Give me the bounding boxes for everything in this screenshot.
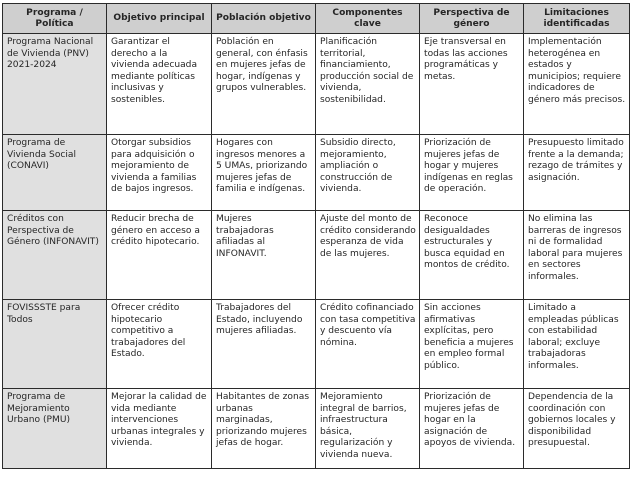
cell-poblacion: Población en general, con énfasis en mujeres jefas de hogar, indígenas y grupos vulnerables. — [212, 34, 316, 135]
cell-componentes: Mejoramiento integral de barrios, infraestructura básica, regularización y vivienda nueva. — [316, 389, 420, 469]
housing-programs-table — [2, 3, 630, 469]
header-componentes: Componentes clave — [316, 4, 420, 34]
cell-poblacion: Hogares con ingresos menores a 5 UMAs, priorizando mujeres jefas de familia e indígenas. — [212, 135, 316, 211]
cell-poblacion: Habitantes de zonas urbanas marginadas, priorizando mujeres jefas de hogar. — [212, 389, 316, 469]
cell-objetivo: Otorgar subsidios para adquisición o mejoramiento de vivienda a familias de bajos ingresos. — [107, 135, 212, 211]
table-row-infonavit — [3, 211, 630, 300]
cell-programa: Programa Nacional de Vivienda (PNV) 2021-2024 — [3, 34, 107, 135]
cell-limitaciones: No elimina las barreras de ingresos ni de formalidad laboral para mujeres en sectores informales. — [524, 211, 630, 300]
cell-poblacion: Trabajadores del Estado, incluyendo mujeres afiliadas. — [212, 300, 316, 389]
cell-objetivo: Mejorar la calidad de vida mediante intervenciones urbanas integrales y vivienda. — [107, 389, 212, 469]
cell-programa: Créditos con Perspectiva de Género (INFONAVIT) — [3, 211, 107, 300]
header-objetivo: Objetivo principal — [107, 4, 212, 34]
header-poblacion: Población objetivo — [212, 4, 316, 34]
table-row-pnv — [3, 34, 630, 135]
table-row-conavi — [3, 135, 630, 211]
cell-componentes: Subsidio directo, mejoramiento, ampliación o construcción de vivienda. — [316, 135, 420, 211]
cell-perspectiva: Priorización de mujeres jefas de hogar y mujeres indígenas en reglas de operación. — [420, 135, 524, 211]
cell-limitaciones: Implementación heterogénea en estados y municipios; requiere indicadores de género más precisos. — [524, 34, 630, 135]
header-limitaciones: Limitaciones identificadas — [524, 4, 630, 34]
cell-objetivo: Reducir brecha de género en acceso a crédito hipotecario. — [107, 211, 212, 300]
cell-perspectiva: Sin acciones afirmativas explícitas, pero beneficia a mujeres en empleo formal público. — [420, 300, 524, 389]
cell-perspectiva: Eje transversal en todas las acciones programáticas y metas. — [420, 34, 524, 135]
cell-objetivo: Ofrecer crédito hipotecario competitivo a trabajadores del Estado. — [107, 300, 212, 389]
table-row-pmu — [3, 389, 630, 469]
cell-programa: FOVISSSTE para Todos — [3, 300, 107, 389]
cell-perspectiva: Priorización de mujeres jefas de hogar en la asignación de apoyos de vivienda. — [420, 389, 524, 469]
cell-perspectiva: Reconoce desigualdades estructurales y busca equidad en montos de crédito. — [420, 211, 524, 300]
cell-limitaciones: Dependencia de la coordinación con gobiernos locales y disponibilidad presupuestal. — [524, 389, 630, 469]
cell-objetivo: Garantizar el derecho a la vivienda adecuada mediante políticas inclusivas y sostenibles. — [107, 34, 212, 135]
cell-componentes: Ajuste del monto de crédito considerando esperanza de vida de las mujeres. — [316, 211, 420, 300]
cell-programa: Programa de Vivienda Social (CONAVI) — [3, 135, 107, 211]
cell-limitaciones: Limitado a empleadas públicas con estabilidad laboral; excluye trabajadoras informales. — [524, 300, 630, 389]
cell-limitaciones: Presupuesto limitado frente a la demanda; rezago de trámites y asignación. — [524, 135, 630, 211]
cell-componentes: Planificación territorial, financiamiento, producción social de vivienda, sostenibilidad. — [316, 34, 420, 135]
cell-componentes: Crédito cofinanciado con tasa competitiva y descuento vía nómina. — [316, 300, 420, 389]
cell-programa: Programa de Mejoramiento Urbano (PMU) — [3, 389, 107, 469]
table-row-fovissste — [3, 300, 630, 389]
header-programa: Programa / Política — [3, 4, 107, 34]
table-header-row — [3, 4, 630, 34]
cell-poblacion: Mujeres trabajadoras afiliadas al INFONAVIT. — [212, 211, 316, 300]
header-perspectiva: Perspectiva de género — [420, 4, 524, 34]
